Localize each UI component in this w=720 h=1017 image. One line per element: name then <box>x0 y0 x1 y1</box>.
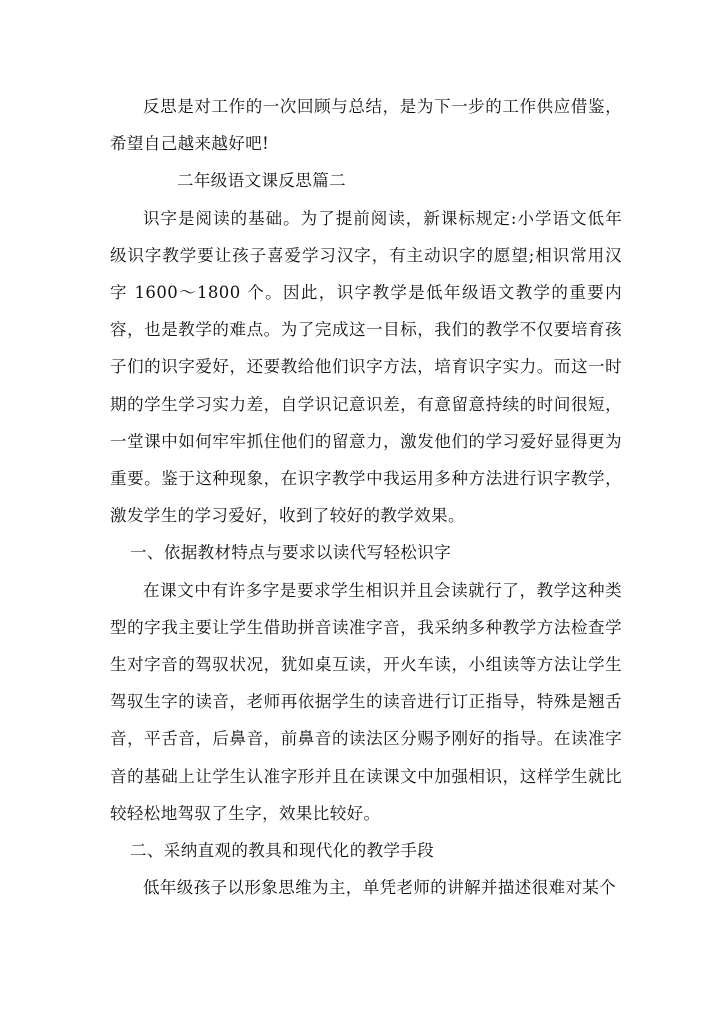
document-page <box>110 88 622 906</box>
subheading-2: 二、采纳直观的教具和现代化的教学手段 <box>130 841 435 861</box>
intro-paragraph: 反思是对工作的一次回顾与总结，是为下一步的工作供应借鉴，希望自己越来越好吧! <box>110 97 622 154</box>
body-paragraph-1: 识字是阅读的基础。为了提前阅读，新课标规定:小学语文低年级识字教学要让孩子喜爱学习汉字，有主动识字的愿望;相识常用汉字 1600～1800 个。因此，识字教学是低年级语文教学的重要内容，也是教学的难点。为了完成这一目标，我们的教学不仅要培育孩子们的识字爱好，还要教给他们识字方法，培育识字实力。而这一时期的学生学习实力差，自学识记意识差，有意留意持续的时间很短，一堂课中如何牢牢抓住他们的留意力，激发他们的学习爱好显得更为重要。鉴于这种现象，在识字教学中我运用多种方法进行识字教学，激发学生的学习爱好，收到了较好的教学效果。 <box>110 208 622 526</box>
subheading-1: 一、依据教材特点与要求以读代写轻松识字 <box>130 543 452 563</box>
body-paragraph-3: 低年级孩子以形象思维为主，单凭老师的讲解并描述很难对某个 <box>143 878 617 898</box>
section-title: 二年级语文课反思篇二 <box>177 171 346 191</box>
body-paragraph-2: 在课文中有许多字是要求学生相识并且会读就行了，教学这种类型的字我主要让学生借助拼音读准字音，我采纳多种教学方法检查学生对字音的驾驭状况，犹如桌互读，开火车读，小组读等方法让学生驾驭生字的读音，老师再依据学生的读音进行订正指导，特殊是翘舌音，平舌音，后鼻音，前鼻音的读法区分赐予刚好的指导。在读准字音的基础上让学生认准字形并且在读课文中加强相识，这样学生就比较轻松地驾驭了生字，效果比较好。 <box>110 580 622 823</box>
